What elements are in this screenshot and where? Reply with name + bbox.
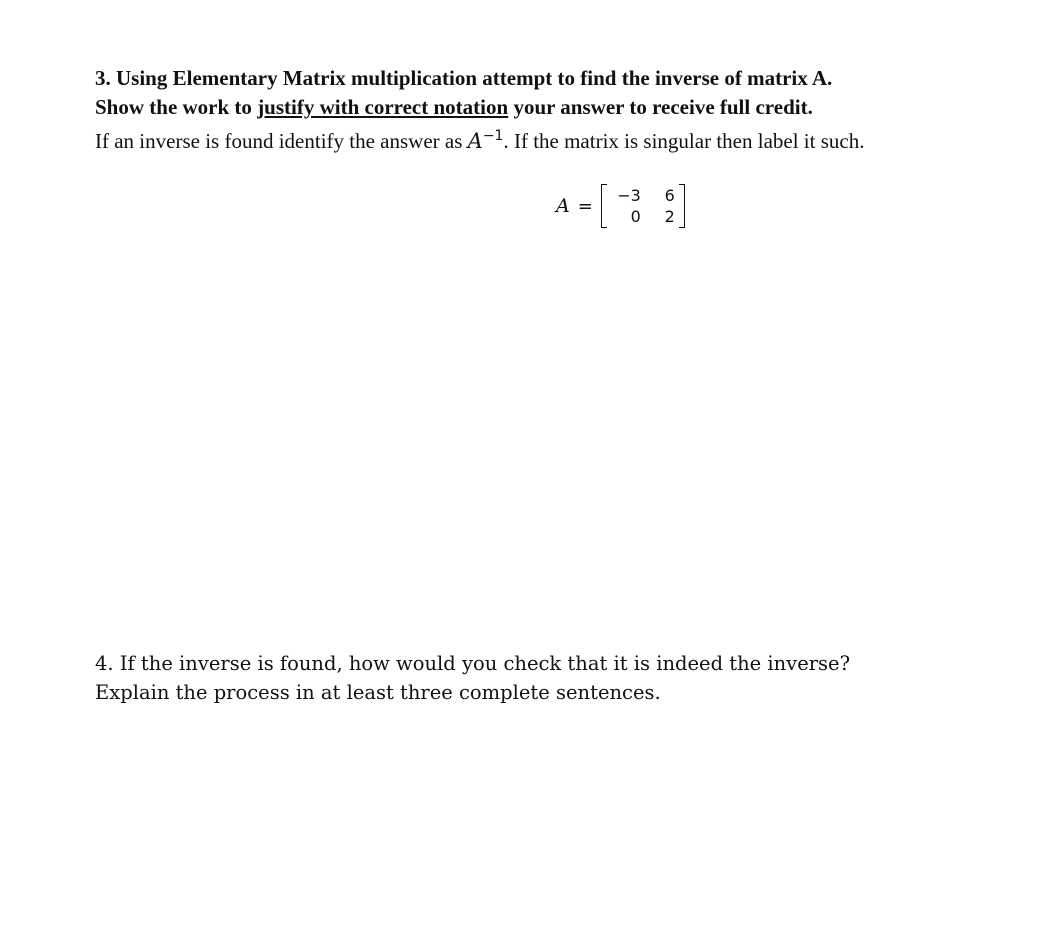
inverse-notation [468,129,504,153]
matrix-entry-r1c2: 6 [664,186,675,205]
question-3-line-3 [95,122,1015,156]
matrix-entry-r1c1: −3 [617,186,641,205]
inverse-exponent: −1 [482,128,504,144]
question-3-line-2-start: Show the work to [95,95,258,119]
question-4 [95,649,1015,707]
matrix-equation [556,178,685,234]
question-3-line-2 [95,93,1015,122]
matrix-equals-sign: = [577,195,593,217]
question-3-underlined-phrase: justify with correct notation [257,95,509,119]
question-3 [95,64,1015,156]
question-3-line-3-start: If an inverse is found identify the answer as [95,129,468,153]
question-3-line-2-end: your answer to receive full credit. [508,95,813,119]
question-4-line-1: 4. If the inverse is found, how would you check that it is indeed the inverse? [95,652,851,675]
matrix-entries [607,185,679,227]
matrix-entry-r2c2: 2 [664,207,675,226]
matrix-entry-r2c1: 0 [630,207,641,226]
inverse-symbol: A [467,129,483,153]
question-3-line-3-end: . If the matrix is singular then label it such. [503,129,865,153]
matrix-variable: A [556,195,570,217]
matrix-right-bracket [679,184,685,228]
question-3-line-1: 3. Using Elementary Matrix multiplication attempt to find the inverse of matrix A. [95,66,833,90]
question-4-line-2: Explain the process in at least three complete sentences. [95,681,661,704]
